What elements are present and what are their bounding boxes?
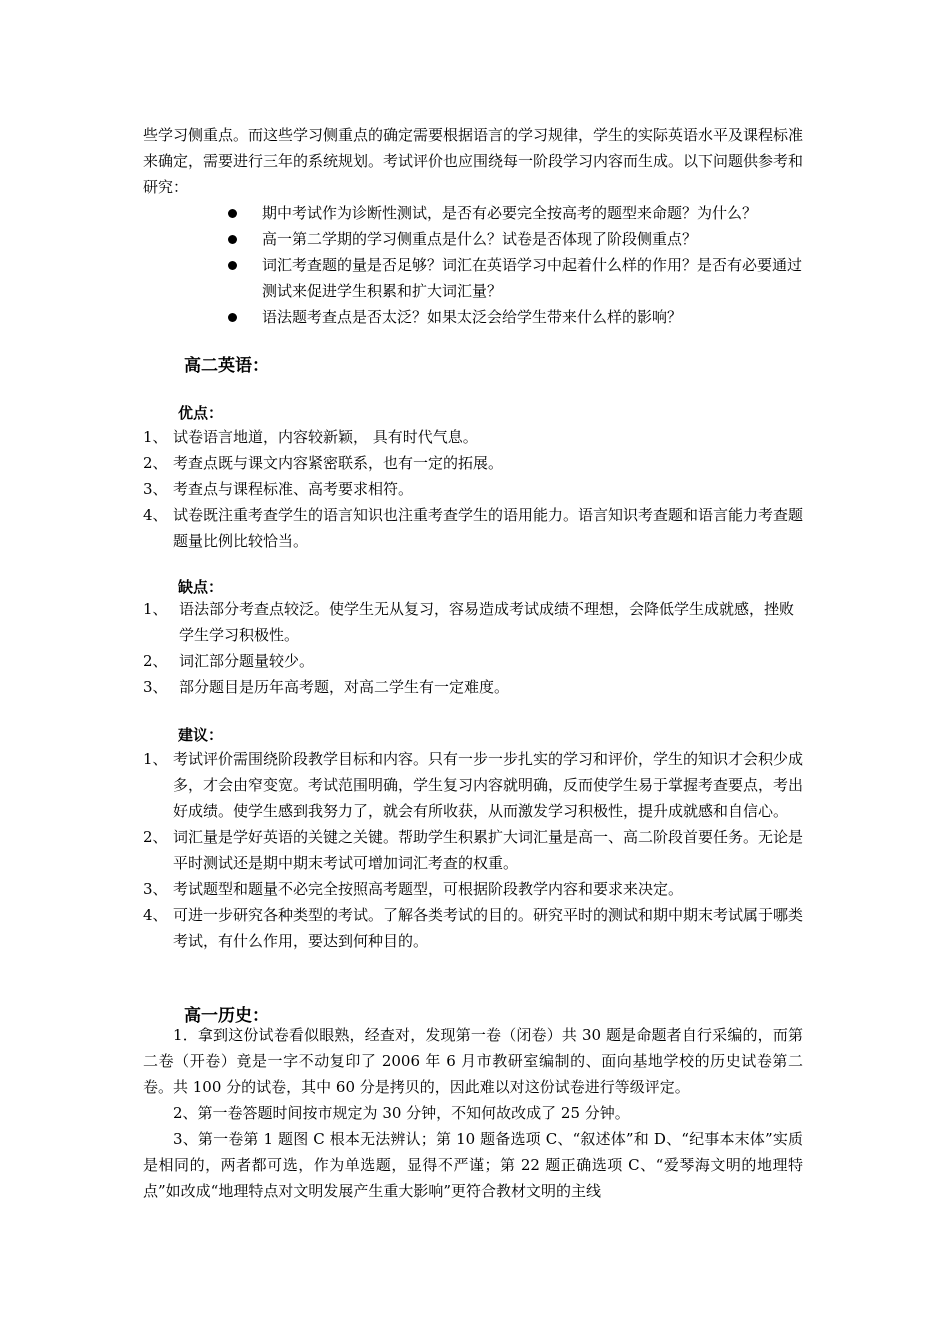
- list-item: 语法题考查点是否太泛？如果太泛会给学生带来什么样的影响？: [226, 304, 816, 330]
- list-item: 4、 试卷既注重考查学生的语言知识也注重考查学生的语用能力。语言知识考查题和语言能力考查题题量比例比较恰当。: [143, 506, 804, 550]
- research-questions-list: [226, 200, 816, 330]
- list-item: 期中考试作为诊断性测试，是否有必要完全按高考的题型来命题？为什么？: [226, 200, 816, 226]
- list-item: 1、 考试评价需围绕阶段教学目标和内容。只有一步一步扎实的学习和评价，学生的知识才会积少成多，才会由窄变宽。考试范围明确，学生复习内容就明确，反而使学生易于掌握考查要点，考出好成绩。使学生感到我努力了，就会有所收获，从而激发学习积极性，提升成就感和自信心。: [143, 750, 804, 820]
- intro-paragraph: 些学习侧重点。而这些学习侧重点的确定需要根据语言的学习规律，学生的实际英语水平及课程标准来确定，需要进行三年的系统规划。考试评价也应围绕每一阶段学习内容而生成。以下问题供参考和研究：: [143, 126, 804, 196]
- list-item: 1、 试卷语言地道，内容较新颖， 具有时代气息。: [143, 428, 478, 446]
- list-item: 4、 可进一步研究各种类型的考试。了解各类考试的目的。研究平时的测试和期中期末考试属于哪类考试，有什么作用，要达到何种目的。: [143, 906, 804, 950]
- list-item: 3、 考查点与课程标准、高考要求相符。: [143, 480, 414, 498]
- list-item: 2、 词汇量是学好英语的关键之关键。帮助学生积累扩大词汇量是高一、高二阶段首要任务。无论是平时测试还是期中期末考试可增加词汇考查的权重。: [143, 828, 804, 872]
- history-paragraph-3: 3、第一卷第 1 题图 C 根本无法辨认；第 10 题备选项 C、“叙述体”和 D、“纪事本末体”实质是相同的，两者都可选，作为单选题，显得不严谨；第 22 题正确选项 C、“爱琴海文明的地理特点”如改成“地理特点对文明发展产生重大影响”更符合教材文明的主线: [143, 1130, 803, 1200]
- pros-list: [143, 424, 803, 554]
- bullet-icon: [228, 209, 237, 218]
- history-paragraph-2: 2、第一卷答题时间按市规定为 30 分钟，不知何故改成了 25 分钟。: [173, 1104, 630, 1122]
- section-heading-history1: 高一历史：: [184, 1006, 269, 1026]
- list-item: 词汇考查题的量是否足够？词汇在英语学习中起着什么样的作用？是否有必要通过测试来促进学生积累和扩大词汇量？: [226, 252, 816, 304]
- bullet-icon: [228, 261, 237, 270]
- section-heading-english2: 高二英语：: [184, 356, 269, 376]
- list-item: 3、 部分题目是历年高考题，对高二学生有一定难度。: [143, 678, 510, 696]
- list-item: 3、 考试题型和题量不必完全按照高考题型，可根据阶段教学内容和要求来决定。: [143, 880, 684, 898]
- cons-heading: 缺点：: [178, 578, 224, 596]
- bullet-icon: [228, 313, 237, 322]
- bullet-icon: [228, 235, 237, 244]
- history-paragraphs: [143, 1022, 803, 1204]
- pros-heading: 优点：: [178, 404, 224, 422]
- cons-list: [143, 596, 803, 700]
- list-item: 高一第二学期的学习侧重点是什么？试卷是否体现了阶段侧重点？: [226, 226, 816, 252]
- list-item: 2、 词汇部分题量较少。: [143, 652, 315, 670]
- list-item: 1、 语法部分考查点较泛。使学生无从复习，容易造成考试成绩不理想，会降低学生成就感，挫败学生学习积极性。: [143, 600, 795, 644]
- suggestions-heading: 建议：: [178, 726, 224, 744]
- list-item: 2、 考查点既与课文内容紧密联系，也有一定的拓展。: [143, 454, 504, 472]
- history-paragraph-1: 1．拿到这份试卷看似眼熟，经查对，发现第一卷（闭卷）共 30 题是命题者自行采编的，而第二卷（开卷）竟是一字不动复印了 2006 年 6 月市教研室编制的、面向基地学校的历史试卷第二卷。共 100 分的试卷，其中 60 分是拷贝的，因此难以对这份试卷进行等级评定。: [143, 1026, 803, 1096]
- suggestions-list: [143, 746, 803, 954]
